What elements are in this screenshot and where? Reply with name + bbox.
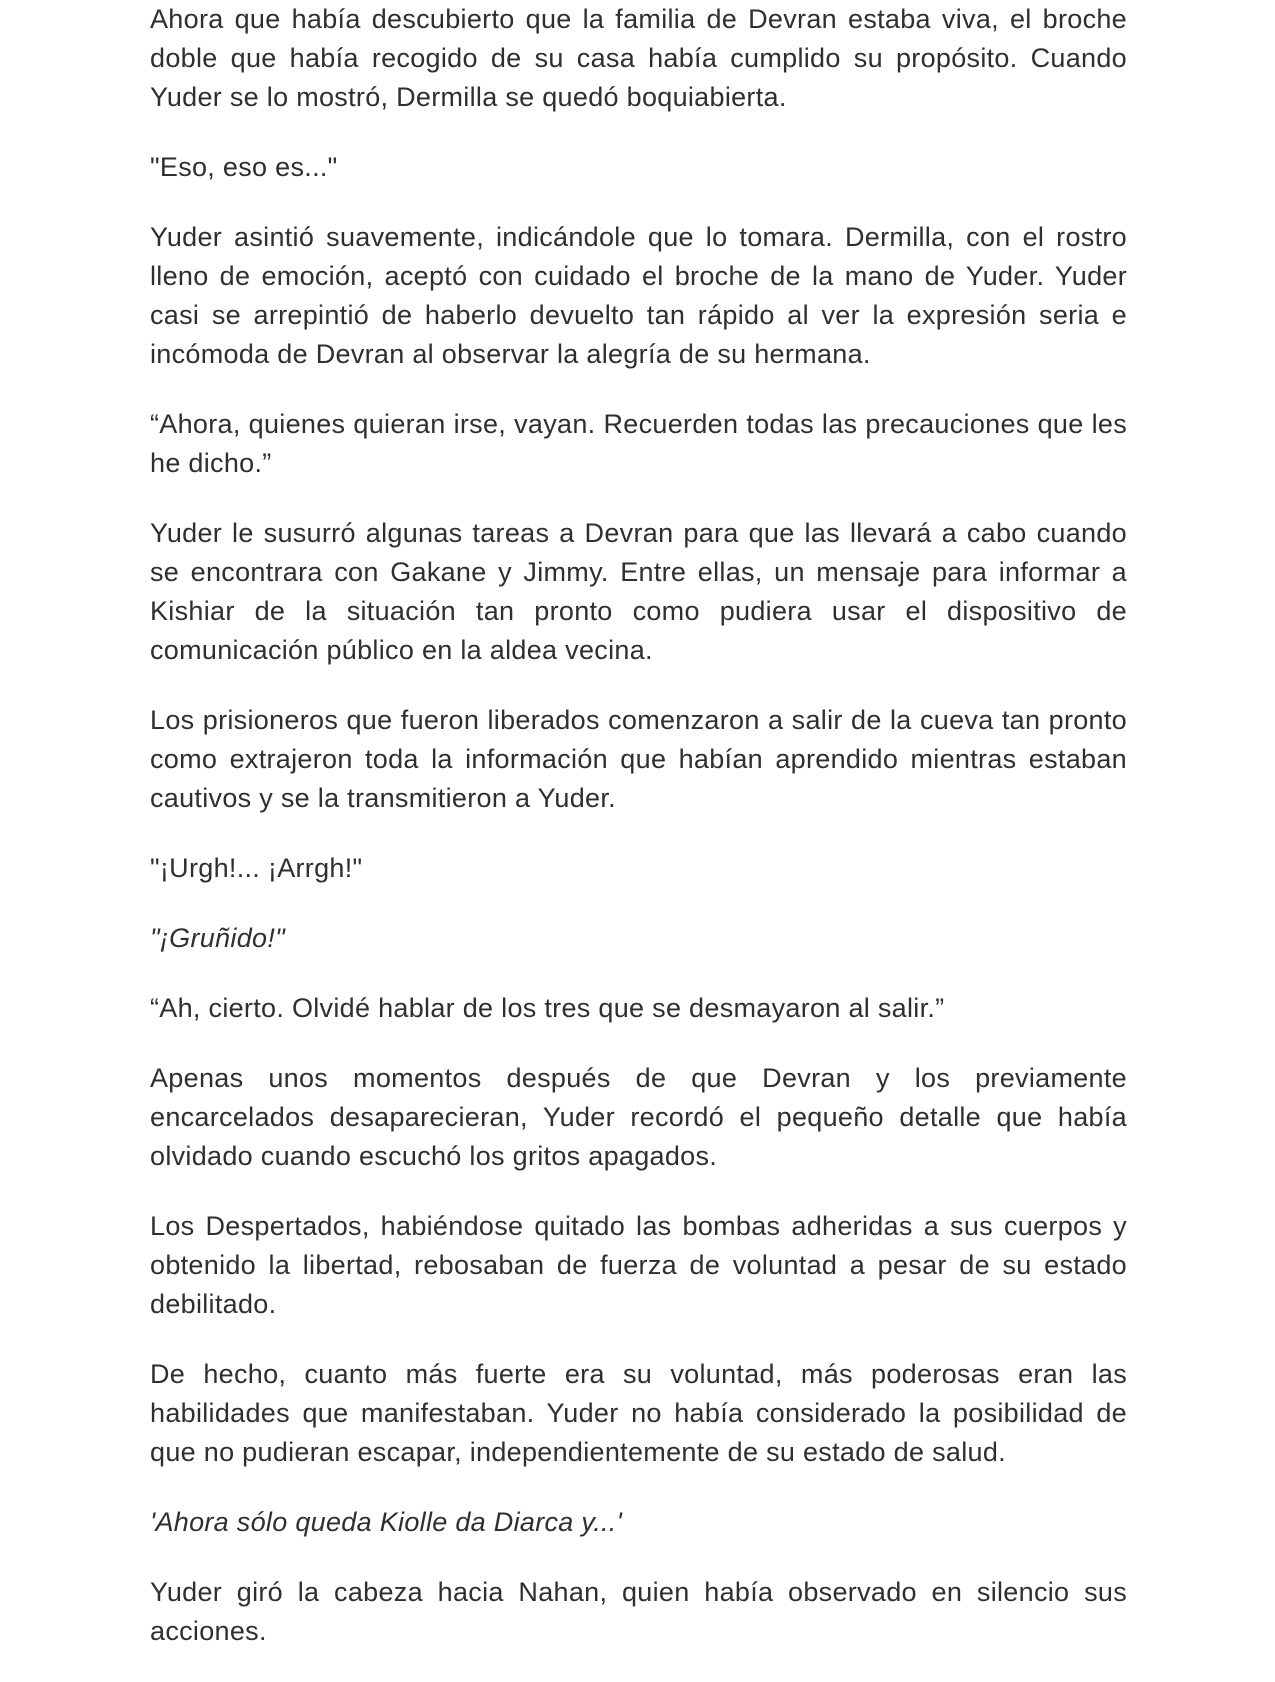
paragraph-11: Los Despertados, habiéndose quitado las bombas adheridas a sus cuerpos y obtenido la libertad, rebosaban de fuerza de voluntad a pesar de su estado debilitado. bbox=[150, 1211, 1127, 1319]
paragraph-1: Ahora que había descubierto que la familia de Devran estaba viva, el broche doble que había recogido de su casa había cumplido su propósito. Cuando Yuder se lo mostró, Dermilla se quedó boquiabierta. bbox=[150, 4, 1127, 112]
paragraph-6: Los prisioneros que fueron liberados comenzaron a salir de la cueva tan pronto como extrajeron toda la información que habían aprendido mientras estaban cautivos y se la transmitieron a Yuder. bbox=[150, 705, 1127, 813]
paragraph-8: "¡Gruñido!" bbox=[150, 923, 286, 953]
document-page bbox=[150, 0, 1127, 1682]
paragraph-12: De hecho, cuanto más fuerte era su voluntad, más poderosas eran las habilidades que manifestaban. Yuder no había considerado la posibilidad de que no pudieran escapar, independientemente de su estado de salud. bbox=[150, 1359, 1127, 1467]
paragraph-10: Apenas unos momentos después de que Devran y los previamente encarcelados desaparecieran, Yuder recordó el pequeño detalle que había olvidado cuando escuchó los gritos apagados. bbox=[150, 1063, 1127, 1171]
paragraph-14: Yuder giró la cabeza hacia Nahan, quien había observado en silencio sus acciones. bbox=[150, 1577, 1127, 1646]
paragraph-13: 'Ahora sólo queda Kiolle da Diarca y...' bbox=[150, 1507, 623, 1537]
paragraph-9: “Ah, cierto. Olvidé hablar de los tres que se desmayaron al salir.” bbox=[150, 993, 945, 1023]
paragraph-4: “Ahora, quienes quieran irse, vayan. Recuerden todas las precauciones que les he dicho.” bbox=[150, 409, 1127, 478]
paragraph-2: "Eso, eso es..." bbox=[150, 152, 338, 182]
paragraph-7: "¡Urgh!... ¡Arrgh!" bbox=[150, 853, 363, 883]
paragraph-3: Yuder asintió suavemente, indicándole que lo tomara. Dermilla, con el rostro lleno de emoción, aceptó con cuidado el broche de la mano de Yuder. Yuder casi se arrepintió de haberlo devuelto tan rápido al ver la expresión seria e incómoda de Devran al observar la alegría de su hermana. bbox=[150, 222, 1127, 369]
paragraph-5: Yuder le susurró algunas tareas a Devran para que las llevará a cabo cuando se encontrara con Gakane y Jimmy. Entre ellas, un mensaje para informar a Kishiar de la situación tan pronto como pudiera usar el dispositivo de comunicación público en la aldea vecina. bbox=[150, 518, 1127, 665]
